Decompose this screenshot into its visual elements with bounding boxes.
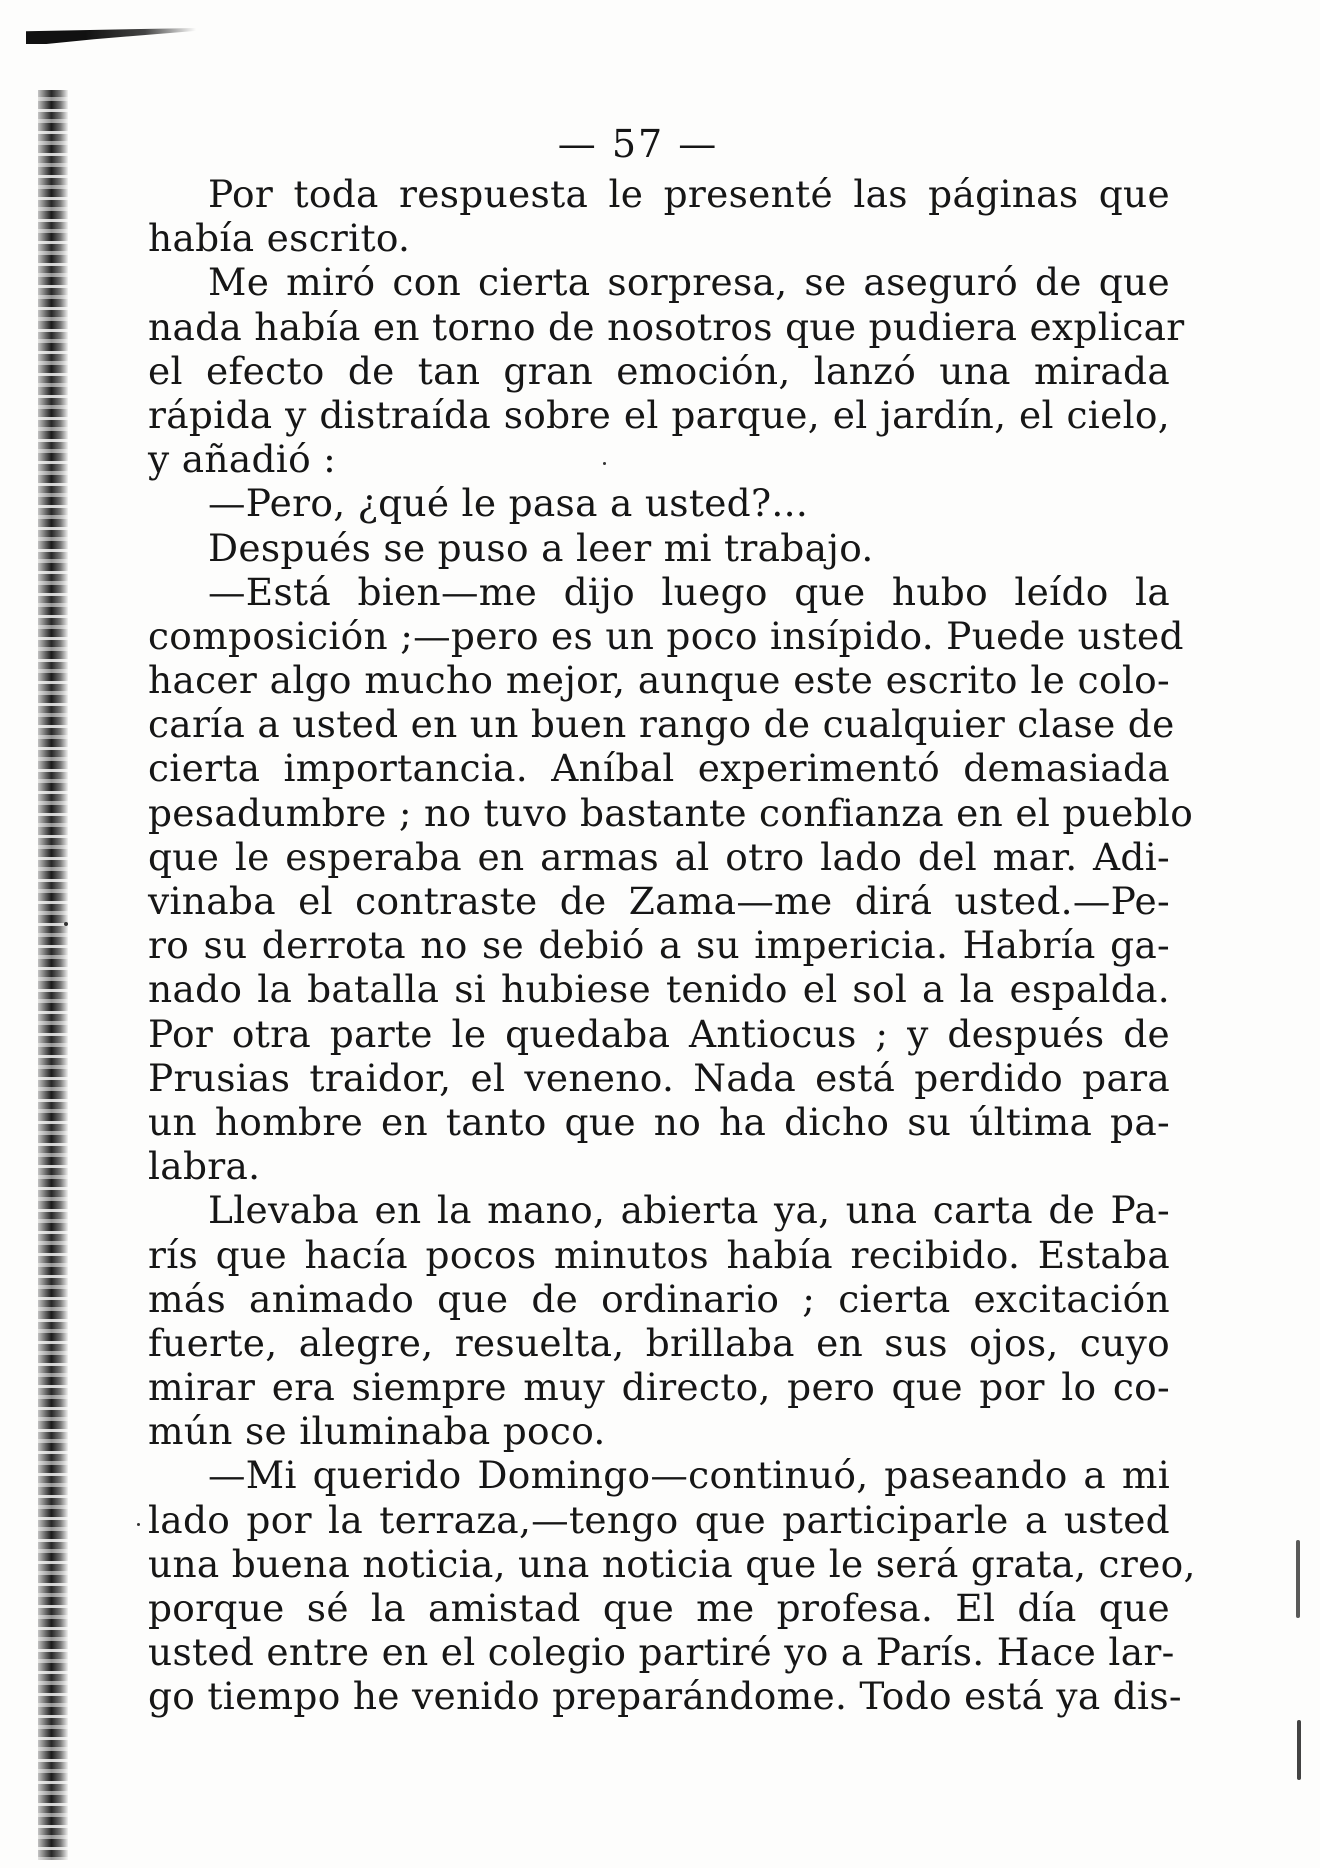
text-line: pesadumbre ; no tuvo bastante confianza en el pueblo <box>148 790 1194 835</box>
text-line: Me miró con cierta sorpresa, se aseguró de que <box>208 260 1170 305</box>
text-line: nado la batalla si hubiese tenido el sol a la espalda. <box>148 967 1170 1012</box>
text-line: el efecto de tan gran emoción, lanzó una mirada <box>148 348 1170 393</box>
text-line: y añadió : <box>148 437 337 482</box>
text-line: rápida y distraída sobre el parque, el jardín, el cielo, <box>148 392 1170 437</box>
text-line: usted entre en el colegio partiré yo a París. Hace lar- <box>148 1630 1175 1675</box>
text-line: porque sé la amistad que me profesa. El día que <box>148 1586 1170 1630</box>
text-line: nada había en torno de nosotros que pudiera explicar <box>148 304 1185 349</box>
text-line: rís que hacía pocos minutos había recibido. Estaba <box>148 1232 1170 1277</box>
text-line: hacer algo mucho mejor, aunque este escrito le colo- <box>148 658 1170 703</box>
text-line: Llevaba en la mano, abierta ya, una carta de Pa- <box>208 1188 1170 1233</box>
body-text <box>148 172 1196 1719</box>
text-line: Por toda respuesta le presenté las páginas que <box>208 172 1170 216</box>
text-line: fuerte, alegre, resuelta, brillaba en sus ojos, cuyo <box>148 1320 1170 1365</box>
text-line: Por otra parte le quedaba Antiocus ; y después de <box>148 1011 1170 1056</box>
text-line: Después se puso a leer mi trabajo. <box>208 525 874 570</box>
scan-mark <box>1296 1540 1300 1618</box>
text-line: ro su derrota no se debió a su impericia. Habría ga- <box>148 923 1170 968</box>
text-line: había escrito. <box>148 216 411 261</box>
text-line: mún se iluminaba poco. <box>148 1409 606 1454</box>
text-line: go tiempo he venido preparándome. Todo está ya dis- <box>148 1674 1182 1719</box>
scan-mark <box>26 28 196 44</box>
text-line: lado por la terraza,—tengo que participarle a usted <box>148 1497 1170 1542</box>
text-line: composición ;—pero es un poco insípido. Puede usted <box>148 613 1184 658</box>
binding-shadow <box>38 90 68 1860</box>
text-line: más animado que de ordinario ; cierta excitación <box>148 1276 1170 1321</box>
text-line: —Está bien—me dijo luego que hubo leído la <box>208 569 1170 614</box>
text-line: vinaba el contraste de Zama—me dirá usted.—Pe- <box>148 879 1170 923</box>
text-line: cierta importancia. Aníbal experimentó demasiada <box>148 746 1170 791</box>
scan-mark <box>1297 1720 1301 1780</box>
text-line: que le esperaba en armas al otro lado del mar. Adi- <box>148 834 1170 879</box>
speck <box>64 922 68 926</box>
text-line: —Mi querido Domingo—continuó, paseando a mi <box>208 1453 1170 1498</box>
page-number: — 57 — <box>557 122 719 166</box>
text-line: —Pero, ¿qué le pasa a usted?... <box>208 481 809 526</box>
speck <box>137 1523 140 1526</box>
text-line: caría a usted en un buen rango de cualquier clase de <box>148 702 1175 747</box>
text-line: mirar era siempre muy directo, pero que por lo co- <box>148 1365 1170 1410</box>
text-line: una buena noticia, una noticia que le será grata, creo, <box>148 1541 1196 1586</box>
text-line: un hombre en tanto que no ha dicho su última pa- <box>148 1099 1170 1144</box>
text-line: labra. <box>148 1144 261 1189</box>
text-line: Prusias traidor, el veneno. Nada está perdido para <box>148 1055 1170 1100</box>
